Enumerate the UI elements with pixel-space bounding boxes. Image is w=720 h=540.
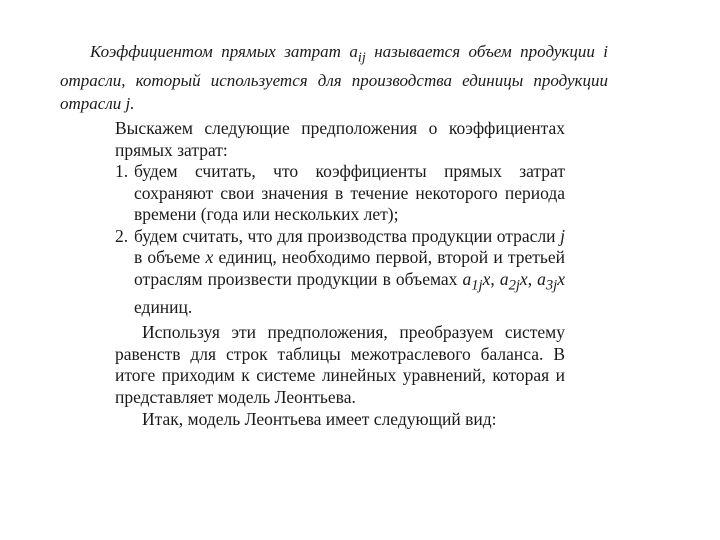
coefficient-a2-symbol: a [499,268,509,289]
assumption-text-end: единиц. [134,296,193,317]
volume-x-symbol: x [482,268,491,289]
definition-end: . [130,94,135,114]
assumption-text-part: будем считать, что для производства продукции отрасли [134,225,561,246]
coefficient-a1-subscript: 1j [471,277,483,293]
conclusion-final-line: Итак, модель Леонтьева имеет следующий вид: [142,409,497,429]
volume-x-symbol: x [205,247,214,267]
industry-j-symbol: j [560,225,565,246]
definition-paragraph [60,40,608,115]
coefficient-a3-subscript: 3j [545,277,558,293]
separator: , [527,268,538,289]
conclusion-paragraph: Используя эти предположения, преобразуем систему равенств для строк таблицы межотраслевого баланса. В итоге приходим к системе линейных уравнений, которая и представляет модель Леонтьева. [115,322,565,407]
assumption-text-part: в объеме [134,247,206,267]
definition-text-start: Коэффициентом прямых затрат [90,42,350,61]
coefficient-a1-symbol: a [462,268,472,289]
industry-i-symbol: i [603,42,609,61]
assumption-number: 2. [115,225,129,246]
definition-text-middle: называется объем продукции [365,42,604,61]
volume-x-symbol: x [519,268,528,289]
volume-x-symbol: x [557,268,565,289]
assumption-text [134,226,565,317]
separator: , [490,268,500,289]
coefficient-a3-symbol: a [537,268,546,289]
industry-j-symbol: j [125,94,131,114]
coefficient-subscript: ij [357,49,366,66]
coefficient-a2-subscript: 2j [508,277,520,293]
main-text-block [115,118,565,431]
assumption-number: 1. [115,161,129,181]
assumption-text-part: единиц, необходимо первой, второй и третьей отраслям произвести продукции в объемах [134,247,565,289]
assumption-text: будем считать, что коэффициенты прямых затрат сохраняют свои значения в течение некоторого периода времени (года или нескольких лет); [134,161,565,224]
assumptions-lead: Выскажем следующие предположения о коэффициентах прямых затрат: [115,118,565,160]
assumptions-list [115,161,565,318]
coefficient-symbol: a [349,42,358,61]
assumption-item-1 [115,161,565,226]
assumption-item-2 [115,226,565,319]
definition-text-continuation: отрасли, который используется для производства единицы продукции отрасли [60,71,608,114]
